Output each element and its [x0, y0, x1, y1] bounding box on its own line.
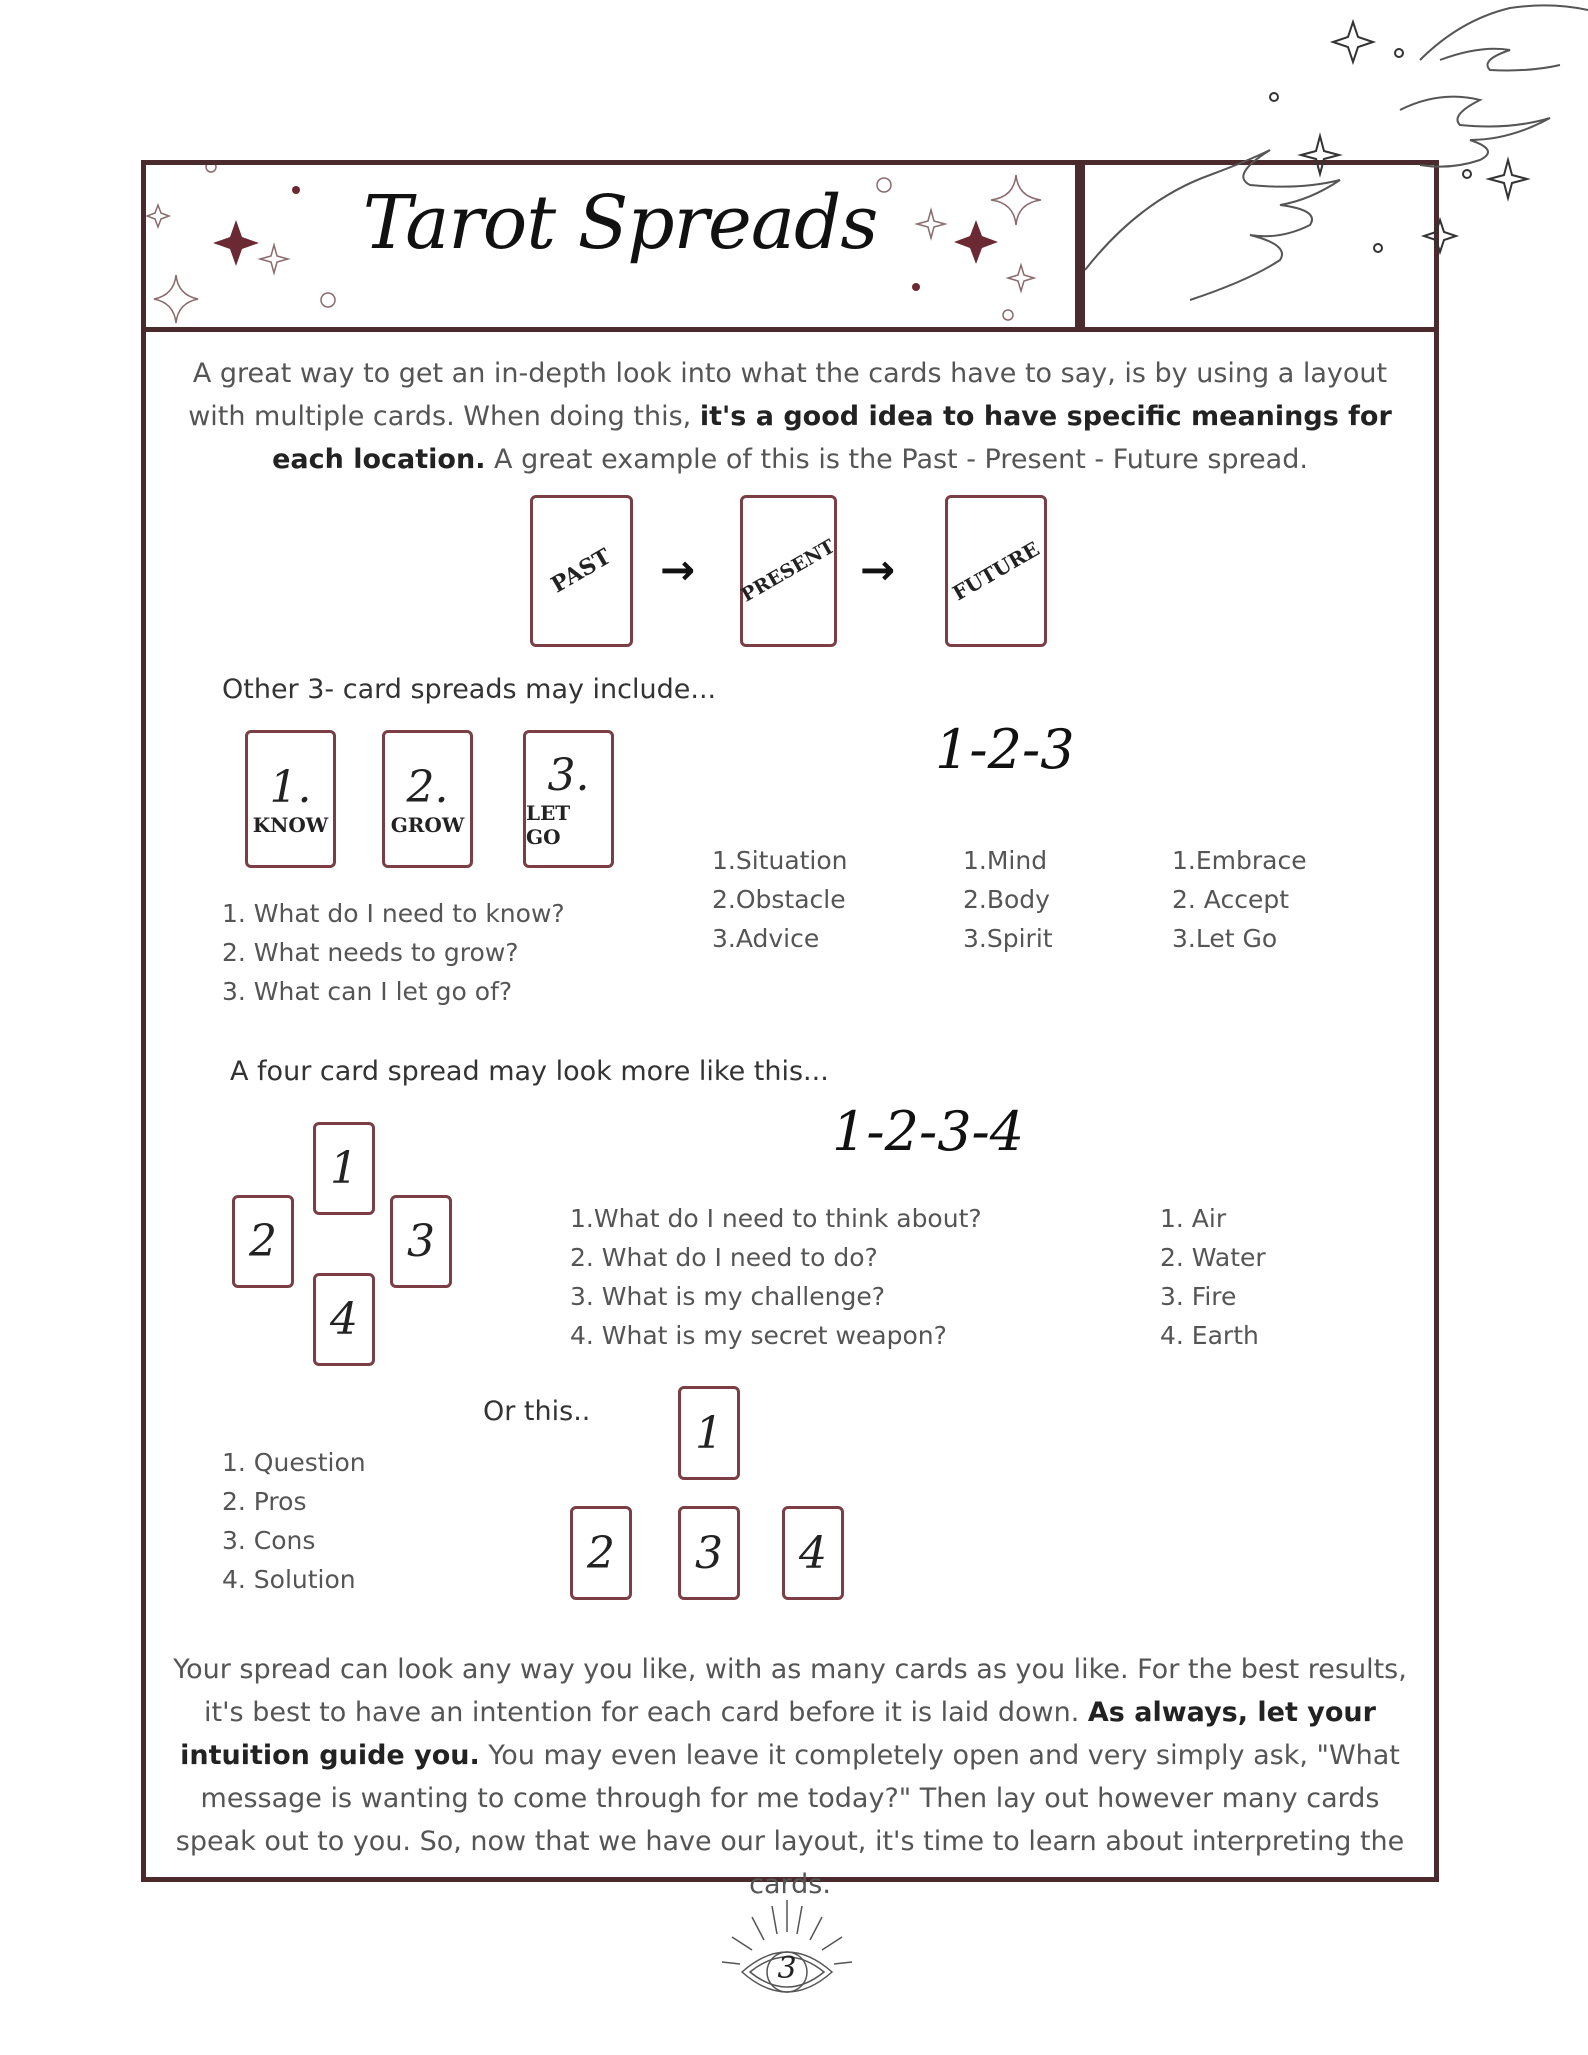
list-item: 3.Let Go [1172, 924, 1278, 953]
list-item: 4. What is my secret weapon? [570, 1321, 947, 1350]
pyramid-card-2 [570, 1506, 632, 1600]
closing-bold: As always, let your intuition guide you. [180, 1697, 1376, 1771]
pyramid-card-4 [782, 1506, 844, 1600]
card-present-label: PRESENT [737, 535, 840, 607]
cross-card-2 [232, 1195, 294, 1288]
list-item: 1. Question [222, 1448, 366, 1477]
list-item: 3. What can I let go of? [222, 977, 513, 1006]
list-item: 1.Situation [712, 846, 848, 875]
three-card-questions [222, 894, 565, 1011]
cross-card-number: 3 [407, 1216, 435, 1267]
or-this-label: Or this.. [483, 1396, 591, 1427]
list-item: 2. What needs to grow? [222, 938, 519, 967]
list-item: 3.Spirit [963, 924, 1053, 953]
list-item: 2. Pros [222, 1487, 307, 1516]
list-item: 2. What do I need to do? [570, 1243, 878, 1272]
card-grow [382, 730, 473, 868]
card-let-go-label: LET GO [526, 800, 571, 849]
list-item: 4. Earth [1160, 1321, 1259, 1350]
list-item: 3. Fire [1160, 1282, 1237, 1311]
list-item: 1.What do I need to think about? [570, 1204, 982, 1233]
list-item: 1.Embrace [1172, 846, 1307, 875]
card-future-label: FUTURE [948, 536, 1044, 606]
cross-card-number: 2 [249, 1216, 277, 1267]
card-present [737, 495, 840, 647]
card-know [245, 730, 336, 868]
three-card-heading: Other 3- card spreads may include... [222, 674, 717, 705]
pyramid-card-number: 4 [799, 1527, 827, 1579]
list-item: 1.Mind [963, 846, 1048, 875]
closing-text-2: You may even leave it completely open and very simply ask, "What message is wanting to come through for me today?" Then lay out however many cards speak out to you. So, now that we have our layout, it's time to learn about interpreting the cards. [175, 1740, 1405, 1900]
list-item: 2. Accept [1172, 885, 1290, 914]
pyramid-card-number: 1 [695, 1407, 723, 1459]
pyramid-card-number: 2 [587, 1527, 615, 1579]
list-item: 1. What do I need to know? [222, 899, 565, 928]
question-pros-cons-list [222, 1443, 366, 1599]
list-item: 3.Advice [712, 924, 820, 953]
card-past [530, 495, 633, 647]
card-let-go-number: 3. [547, 749, 590, 801]
arrow-right-icon: → [860, 545, 896, 594]
hands-illustration [1080, 0, 1588, 335]
card-know-label: KNOW [252, 812, 329, 837]
sequence-1-2-3: 1-2-3 [935, 718, 1075, 781]
card-grow-label: GROW [390, 812, 465, 837]
sequence-1-2-3-4: 1-2-3-4 [832, 1100, 1025, 1163]
cross-card-3 [390, 1195, 452, 1288]
pyramid-card-number: 3 [695, 1527, 723, 1579]
list-situation-obstacle-advice [712, 841, 848, 958]
card-know-number: 1. [269, 761, 312, 813]
list-embrace-accept-letgo [1172, 841, 1307, 958]
card-future [945, 495, 1047, 647]
page-number: 3 [777, 1951, 797, 1986]
card-past-label: PAST [547, 543, 616, 599]
page-title: Tarot Spreads [362, 180, 878, 266]
list-item: 3. What is my challenge? [570, 1282, 885, 1311]
four-card-heading: A four card spread may look more like this... [230, 1056, 829, 1087]
list-item: 2.Obstacle [712, 885, 846, 914]
cross-card-number: 4 [330, 1294, 358, 1345]
closing-text-1: Your spread can look any way you like, with as many cards as you like. For the best results, it's best to have an intention for each card before it is laid down. [173, 1654, 1407, 1728]
pyramid-card-1 [678, 1386, 740, 1480]
four-card-questions [570, 1199, 982, 1355]
list-item: 2.Body [963, 885, 1050, 914]
cross-card-4 [313, 1273, 375, 1366]
list-item: 3. Cons [222, 1526, 316, 1555]
intro-text-1: A great way to get an in-depth look into what the cards have to say, is by using a layout with multiple cards. When doing this, [188, 358, 1388, 432]
cross-card-1 [313, 1122, 375, 1215]
list-item: 2. Water [1160, 1243, 1266, 1272]
list-item: 4. Solution [222, 1565, 356, 1594]
elements-list [1160, 1199, 1266, 1355]
list-mind-body-spirit [963, 841, 1053, 958]
pyramid-card-3 [678, 1506, 740, 1600]
closing-paragraph [170, 1648, 1410, 1906]
cross-card-number: 1 [330, 1143, 358, 1194]
intro-text-2: A great example of this is the Past - Present - Future spread. [485, 444, 1308, 475]
list-item: 1. Air [1160, 1204, 1227, 1233]
intro-bold: it's a good idea to have specific meanings for each location. [272, 401, 1392, 475]
arrow-right-icon: → [660, 545, 696, 594]
intro-paragraph [170, 352, 1410, 481]
card-let-go [523, 730, 614, 868]
card-grow-number: 2. [406, 761, 449, 813]
